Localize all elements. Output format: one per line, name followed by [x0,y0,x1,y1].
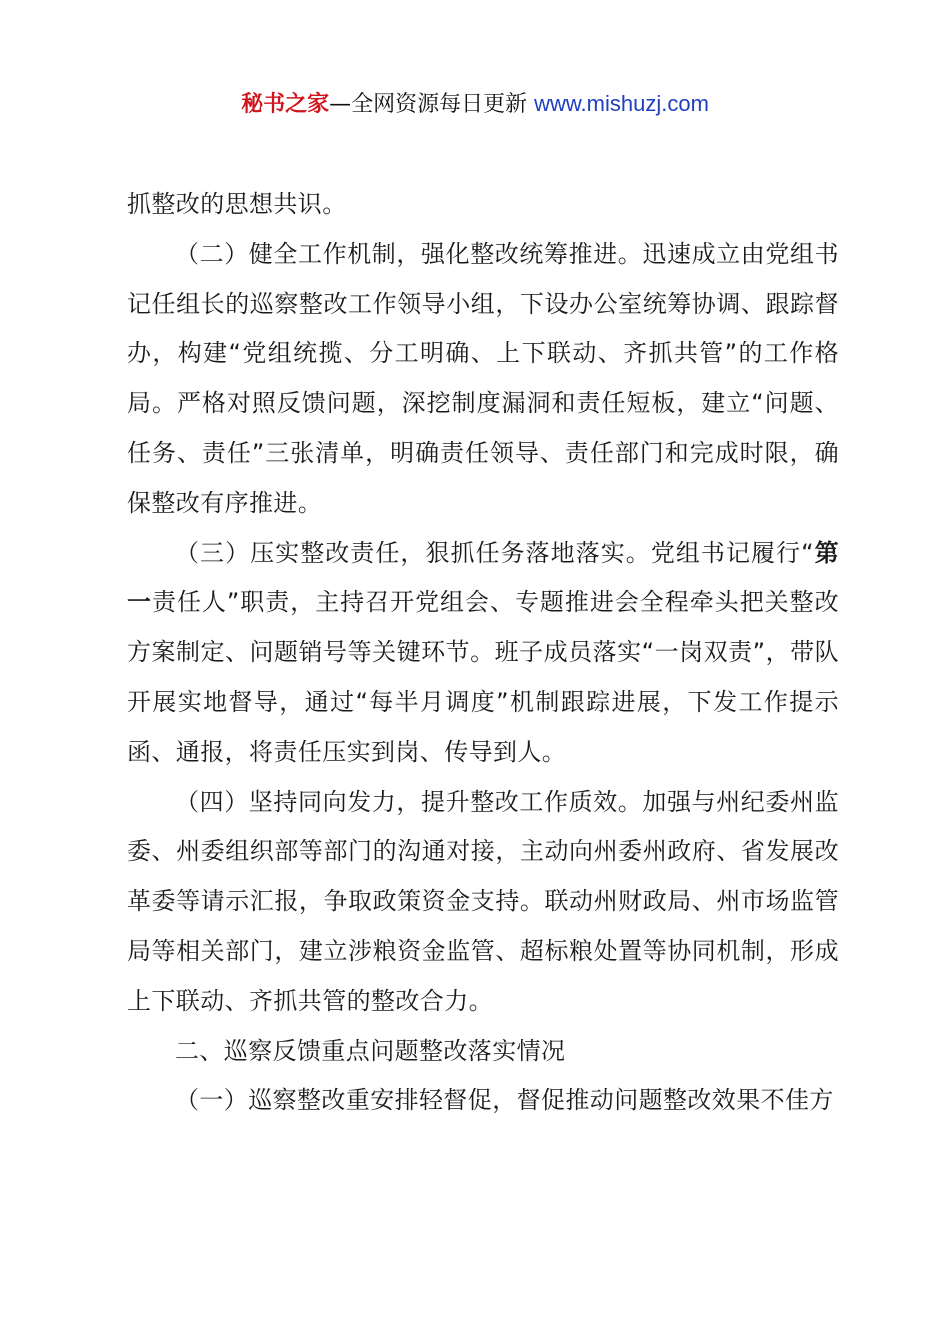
paragraph-4: （四）坚持同向发力，提升整改工作质效。加强与州纪委州监委、州委组织部等部门的沟通对接，主动向州委州政府、省发展改革委等请示汇报，争取政策资金支持。联动州财政局、州市场监管局等相关部门，建立涉粮资金监管、超标粮处置等协同机制，形成上下联动、齐抓共管的整改合力。 [127,787,839,1015]
site-brand: 秘书之家 [241,92,330,117]
paragraph-6: （一）巡察整改重安排轻督促，督促推动问题整改效果不佳方 [175,1086,834,1115]
page-header [0,86,950,123]
section-heading: 二、巡察反馈重点问题整改落实情况 [175,1036,566,1065]
document-body [127,180,839,1126]
paragraph-3-part-a: （三）压实整改责任，狠抓任务落地落实。党组书记履行“ [175,538,814,567]
site-url: www.mishuzj.com [534,91,709,116]
paragraph-2: （二）健全工作机制，强化整改统筹推进。迅速成立由党组书记任组长的巡察整改工作领导小组，下设办公室统筹协调、跟踪督办，构建“党组统揽、分工明确、上下联动、齐抓共管”的工作格局。严格对照反馈问题，深挖制度漏洞和责任短板，建立“问题、任务、责任”三张清单，明确责任领导、责任部门和完成时限，确保整改有序推进。 [127,239,839,517]
paragraph-3-bold: 第一 [127,538,839,617]
paragraph-3 [127,529,839,778]
site-tagline: —全网资源每日更新 [329,92,535,117]
paragraph-3-part-b: 责任人”职责，主持召开党组会、专题推进会全程牵头把关整改方案制定、问题销号等关键环节。班子成员落实“一岗双责”，带队开展实地督导，通过“每半月调度”机制跟踪进展，下发工作提示函、通报，将责任压实到岗、传导到人。 [127,588,839,766]
paragraph-1: 抓整改的思想共识。 [127,190,347,218]
